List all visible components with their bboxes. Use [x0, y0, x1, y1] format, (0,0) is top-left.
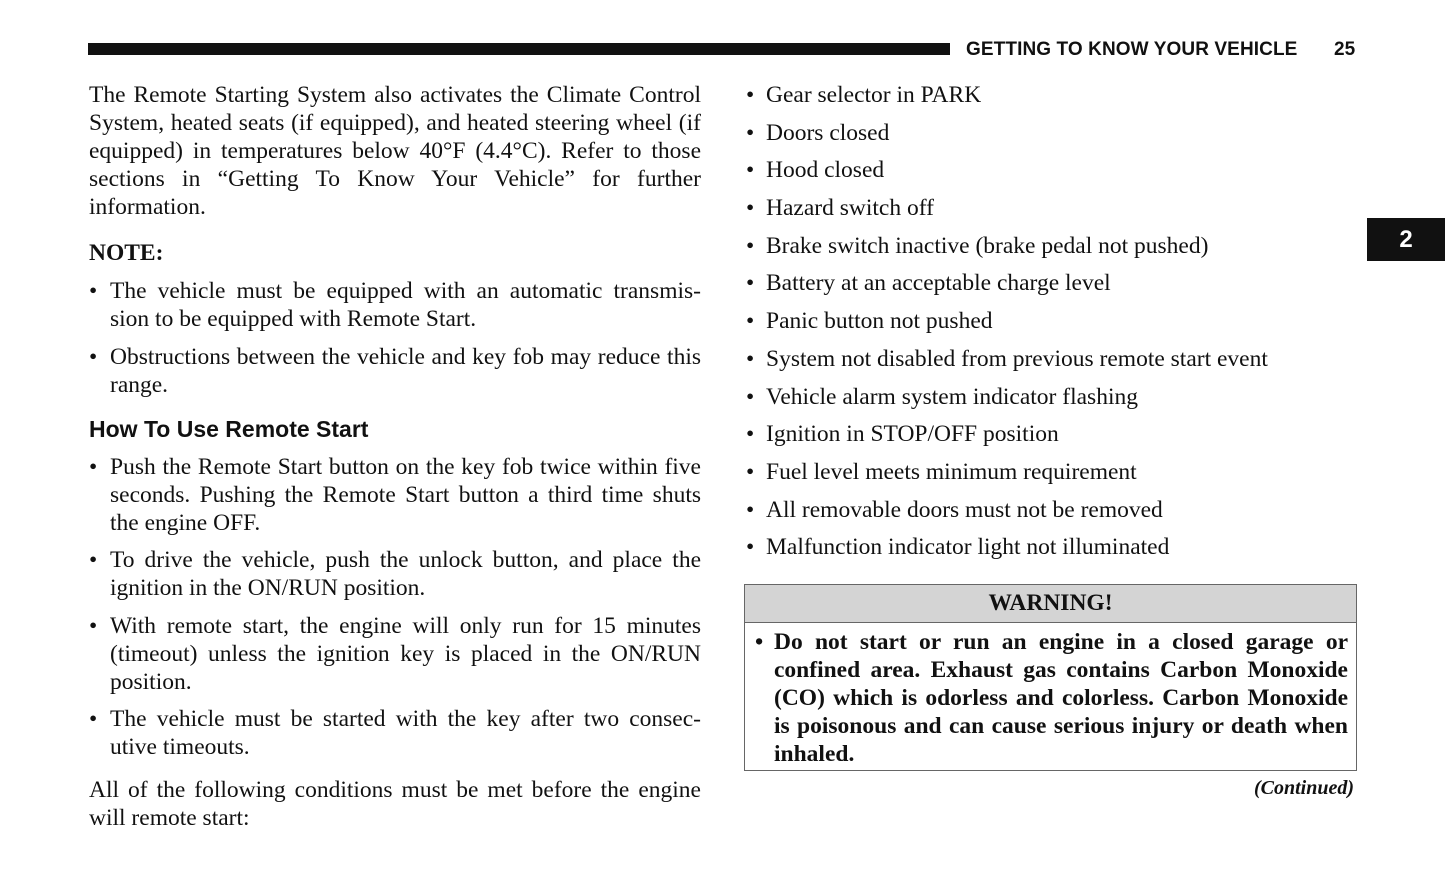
conditions-list — [746, 81, 1358, 571]
bullet-icon: • — [746, 270, 755, 297]
condition-item: • All removable doors must not be removed — [746, 496, 1163, 523]
page-number: 25 — [1334, 39, 1356, 60]
condition-item: • Doors closed — [746, 119, 890, 146]
bullet-icon: • — [746, 308, 755, 335]
note-list — [89, 277, 701, 399]
continued-note: (Continued) — [1254, 777, 1355, 799]
condition-item: • Malfunction indicator light not illuminated — [746, 534, 1170, 561]
bullet-icon: • — [746, 345, 755, 372]
section-heading: How To Use Remote Start — [89, 415, 369, 442]
condition-item: • Hazard switch off — [746, 195, 934, 222]
step-item: • Push the Remote Start button on the key fob twice within five seconds. Pushing the Remote Start button a third time shuts the engine OFF. — [89, 453, 701, 536]
condition-item: • Battery at an acceptable charge level — [746, 270, 1111, 297]
bullet-icon: • — [746, 195, 755, 222]
right-column — [746, 81, 1358, 571]
warning-body — [745, 623, 1356, 768]
condition-item: • Gear selector in PARK — [746, 82, 982, 108]
condition-item: • Hood closed — [746, 157, 885, 184]
bullet-icon: • — [89, 278, 98, 304]
warning-box — [744, 584, 1357, 771]
condition-item: • Vehicle alarm system indicator flashing — [746, 383, 1138, 410]
bullet-icon: • — [746, 458, 755, 485]
left-column — [89, 81, 701, 832]
closing-paragraph: All of the following conditions must be met before the engine will remote start: — [89, 777, 701, 831]
intro-paragraph: The Remote Starting System also activates the Climate Control System, heated seats (if equipped), and heated steering wheel (if equipped) in temperatures below 40°F (4.4°C). Refer to those sections in “Getting To Know Your Vehicle” for further information. — [89, 82, 701, 220]
warning-text: Do not start or run an engine in a closed garage or confined area. Exhaust gas contains Carbon Monoxide (CO) which is odorless and colorless. Carbon Monoxide is poisonous and can cause serious injury or death when inhaled. — [774, 629, 1348, 767]
bullet-icon: • — [89, 706, 98, 732]
bullet-icon: • — [746, 157, 755, 184]
bullet-icon: • — [746, 496, 755, 523]
bullet-icon: • — [746, 383, 755, 410]
running-header-title: GETTING TO KNOW YOUR VEHICLE — [966, 39, 1298, 60]
bullet-icon: • — [746, 232, 755, 259]
header-rule — [88, 43, 950, 55]
note-item: • The vehicle must be equipped with an automatic transmis- sion to be equipped with Remote Start. — [89, 278, 701, 332]
note-heading: NOTE: — [89, 240, 164, 266]
bullet-icon: • — [746, 82, 755, 108]
condition-item: • Panic button not pushed — [746, 308, 993, 335]
bullet-icon: • — [89, 343, 98, 370]
bullet-icon: • — [746, 119, 755, 146]
condition-item: • Ignition in STOP/OFF position — [746, 421, 1059, 448]
chapter-tab: 2 — [1367, 218, 1445, 261]
condition-item: • Brake switch inactive (brake pedal not pushed) — [746, 232, 1209, 259]
step-item: • With remote start, the engine will only run for 15 minutes (timeout) unless the ignition key is placed in the ON/RUN position. — [89, 612, 701, 695]
bullet-icon: • — [746, 421, 755, 448]
condition-item: • Fuel level meets minimum requirement — [746, 458, 1137, 485]
bullet-icon: • — [89, 547, 98, 573]
step-item: • The vehicle must be started with the key after two consec- utive timeouts. — [89, 706, 701, 760]
step-item: • To drive the vehicle, push the unlock button, and place the ignition in the ON/RUN position. — [89, 547, 701, 601]
bullet-icon: • — [89, 612, 98, 639]
bullet-icon: • — [89, 453, 98, 480]
condition-item: • System not disabled from previous remote start event — [746, 345, 1268, 372]
bullet-icon: • — [746, 534, 755, 561]
bullet-icon: • — [755, 629, 764, 655]
steps-list — [89, 453, 701, 762]
note-item: • Obstructions between the vehicle and key fob may reduce this range. — [89, 343, 701, 398]
warning-title: WARNING! — [745, 585, 1356, 623]
